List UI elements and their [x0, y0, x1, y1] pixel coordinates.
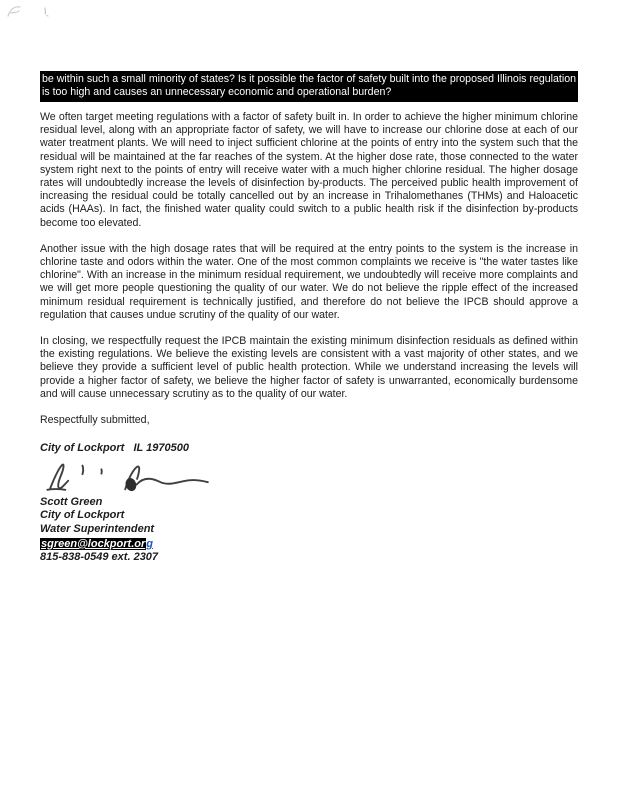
closing-salutation: Respectfully submitted,: [40, 414, 150, 427]
paragraph-closing-request: In closing, we respectfully request the IPCB maintain the existing minimum disinfection residuals as defined within the existing regulations. We believe the existing levels are consistent with a vast majority of other states, and we believe they provide a sufficient level of public health protection. While we understand increasing the levels will provide a higher factor of safety, we believe the higher factor of safety is unwarranted, economically burdensome and will cause unnecessary scrutiny as to the quality of our water.: [40, 335, 578, 400]
email-link-tail: g: [146, 537, 153, 550]
signer-email-link[interactable]: [40, 536, 578, 551]
signature-icon: [42, 457, 217, 495]
scan-artifact-mark: [6, 4, 24, 18]
signer-name: Scott Green: [40, 496, 103, 509]
paragraph-chlorine-dose: We often target meeting regulations with a factor of safety built in. In order to achieve the higher minimum chlorine residual level, along with an appropriate factor of safety, we will have to increase our chlorine dose at each of our water treatment plants. We will need to inject sufficient chlorine at the points of entry into the system such that the residual will be maintained at the far reaches of the system. At the higher dose rate, those connected to the water system right next to the points of entry will receive water with a much higher chlorine residual. The higher dosage rates will undoubtedly increase the levels of disinfection by-products. The perceived public health improvement of increasing the residual could be totally cancelled out by an increase in Trihalomethanes (THMs) and Haloacetic acids (HAAs). In fact, the finished water quality could switch to a public health risk if the disinfection by-products become too elevated.: [40, 111, 578, 229]
email-redacted-text: sgreen@lockport.or: [41, 537, 146, 550]
letter-body: [40, 71, 578, 564]
entity-line: City of Lockport IL 1970500: [40, 442, 189, 455]
signer-title: Water Superintendent: [40, 522, 155, 535]
highlighted-question-block: be within such a small minority of states? Is it possible the factor of safety built into the proposed Illinois regulation is too high and causes an unnecessary economic and operational burden?: [40, 71, 578, 102]
signer-phone: 815-838-0549 ext. 2307: [40, 551, 159, 564]
handwritten-signature: [42, 457, 578, 495]
signer-organization: City of Lockport: [40, 509, 125, 522]
scan-artifact-tick: [42, 7, 50, 17]
paragraph-taste-odor: Another issue with the high dosage rates that will be required at the entry points to the system is the increase in chlorine taste and odors within the water. One of the most common complaints we receive is "the water tastes like chlorine". With an increase in the minimum residual requirement, we undoubtedly will receive more complaints and we will get more people questioning the quality of our water. We do not believe the ripple effect of the increased minimum residual requirement is technically justified, and therefore do not believe the IPCB should approve a regulation that causes undue scrutiny of the quality of our water.: [40, 242, 578, 321]
